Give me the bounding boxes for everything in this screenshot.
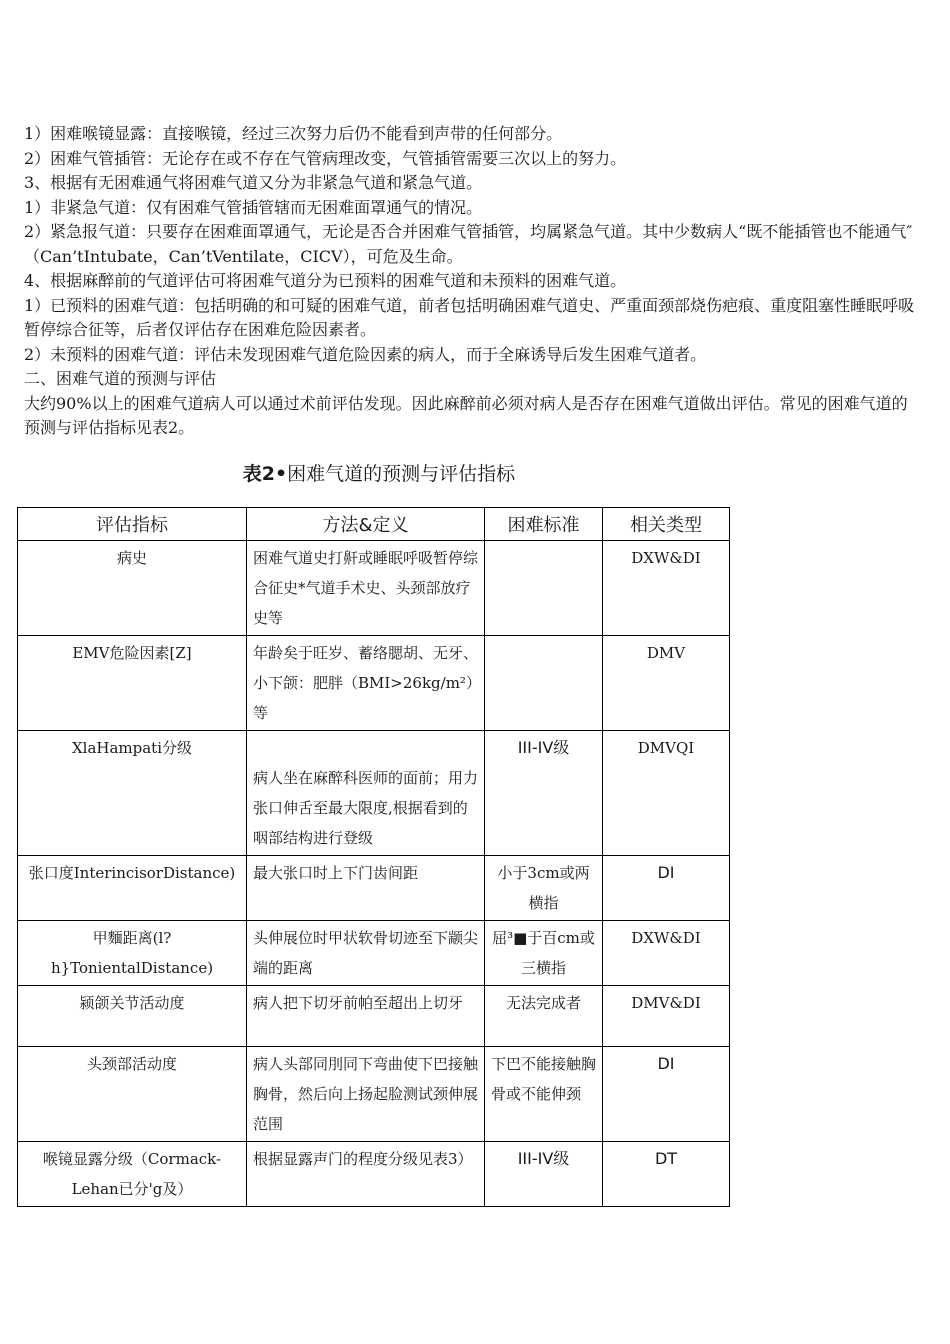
paragraph: 1）困难喉镜显露：直接喉镜，经过三次努力后仍不能看到声带的任何部分。: [24, 124, 563, 143]
cell-type: DMV: [603, 636, 730, 731]
paragraph: 1）已预料的困难气道：包括明确的和可疑的困难气道，前者包括明确困难气道史、严重面颈部烧伤疤痕、重度阻塞性睡眠呼吸暂停综合征等，后者仅评估存在困难危险因素者。: [24, 295, 915, 339]
cell-indicator: EMV危险因素[Z]: [18, 636, 247, 731]
cell-type: DMVQI: [603, 731, 730, 856]
airway-assessment-table: [17, 507, 730, 1207]
paragraph: 4、根据麻醉前的气道评估可将困难气道分为已预料的困难气道和未预料的困难气道。: [24, 271, 627, 290]
paragraph: 2）紧急报气道：只要存在困难面罩通气，无论是否合并困难气管插管，均属紧急气道。其中少数病人“既不能插管也不能通气″（Can’tIntubate，Can’tVentilate，CICV），可危及生命。: [24, 222, 913, 266]
table-caption: [24, 461, 734, 487]
table-row: [18, 1142, 730, 1207]
paragraph: 2）未预料的困难气道：评估未发现困难气道危险因素的病人，而于全麻诱导后发生困难气道者。: [24, 344, 707, 364]
table-row: [18, 856, 730, 921]
paragraph: 3、根据有无困难通气将困难气道又分为非紧急气道和紧急气道。: [24, 173, 483, 192]
cell-criterion: 屈³■于百cm或三横指: [485, 921, 603, 986]
cell-criterion: 小于3cm或两横指: [485, 856, 603, 921]
cell-method: 困难气道史打鼾或睡眠呼吸暂停综合征史*气道手术史、头颈部放疗史等: [247, 541, 485, 636]
cell-method: 病人把下切牙前帕至超出上切牙: [247, 986, 485, 1047]
cell-type: DT: [603, 1142, 730, 1207]
cell-indicator: 颍颌关节活动度: [18, 986, 247, 1047]
cell-method: 年龄矣于旺岁、蓄络腮胡、无牙、小下颌：肥胖（BMI>26kg/m²）等: [247, 636, 485, 731]
cell-method: 病人坐在麻醉科医师的面前；用力张口伸舌至最大限度,根据看到的咽部结构进行登级: [247, 731, 485, 856]
cell-criterion: III-IV级: [485, 1142, 603, 1207]
header-method: 方法&定义: [247, 508, 485, 541]
cell-method: 根据显露声门的程度分级见表3）: [247, 1142, 485, 1207]
table-row: [18, 636, 730, 731]
table-caption-number: 表2•: [242, 462, 288, 485]
cell-indicator: 喉镜显露分级（Cormack-Lehan已分'g及）: [18, 1142, 247, 1207]
paragraph: 1）非紧急气道：仅有困难气管插管辖而无困难面罩通气的情况。: [24, 197, 483, 217]
cell-indicator: 张口度InterincisorDistance): [18, 856, 247, 921]
table-row: [18, 541, 730, 636]
cell-criterion: [485, 541, 603, 636]
paragraph: 2）困难气管插管：无论存在或不存在气管病理改变，气管插管需要三次以上的努力。: [24, 148, 627, 168]
table-row: [18, 921, 730, 986]
table-header-row: [18, 508, 730, 541]
table-row: [18, 1047, 730, 1142]
table-row: [18, 986, 730, 1047]
header-indicator: 评估指标: [18, 508, 247, 541]
table-row: [18, 731, 730, 856]
document-body: [24, 122, 920, 487]
cell-type: DI: [603, 1047, 730, 1142]
cell-type: DMV&DI: [603, 986, 730, 1047]
cell-method: 病人头部同刖同下弯曲使下巴接触胸骨，然后向上扬起脸测试颈伸展范围: [247, 1047, 485, 1142]
cell-type: DXW&DI: [603, 541, 730, 636]
cell-type: DXW&DI: [603, 921, 730, 986]
paragraph: 大约90%以上的困难气道病人可以通过术前评估发现。因此麻醉前必须对病人是否存在困难气道做出评估。常见的困难气道的预测与评估指标见表2。: [24, 393, 908, 437]
section-heading: 二、困难气道的预测与评估: [24, 369, 217, 388]
cell-indicator: 病史: [18, 541, 247, 636]
cell-indicator: XlaHampati分级: [18, 731, 247, 856]
cell-indicator: 头颈部活动度: [18, 1047, 247, 1142]
cell-criterion: III-IV级: [485, 731, 603, 856]
header-criterion: 困难标准: [485, 508, 603, 541]
table-caption-text: 困难气道的预测与评估指标: [287, 462, 516, 485]
cell-criterion: 无法完成者: [485, 986, 603, 1047]
cell-type: DI: [603, 856, 730, 921]
cell-method: 头伸展位时甲状软骨切迹至下颛尖端的距离: [247, 921, 485, 986]
cell-method: 最大张口时上下门齿间距: [247, 856, 485, 921]
cell-indicator: 甲麵距离(l?h}TonientalDistance): [18, 921, 247, 986]
header-type: 相关类型: [603, 508, 730, 541]
cell-criterion: [485, 636, 603, 731]
cell-criterion: 下巴不能接触胸骨或不能伸颈: [485, 1047, 603, 1142]
